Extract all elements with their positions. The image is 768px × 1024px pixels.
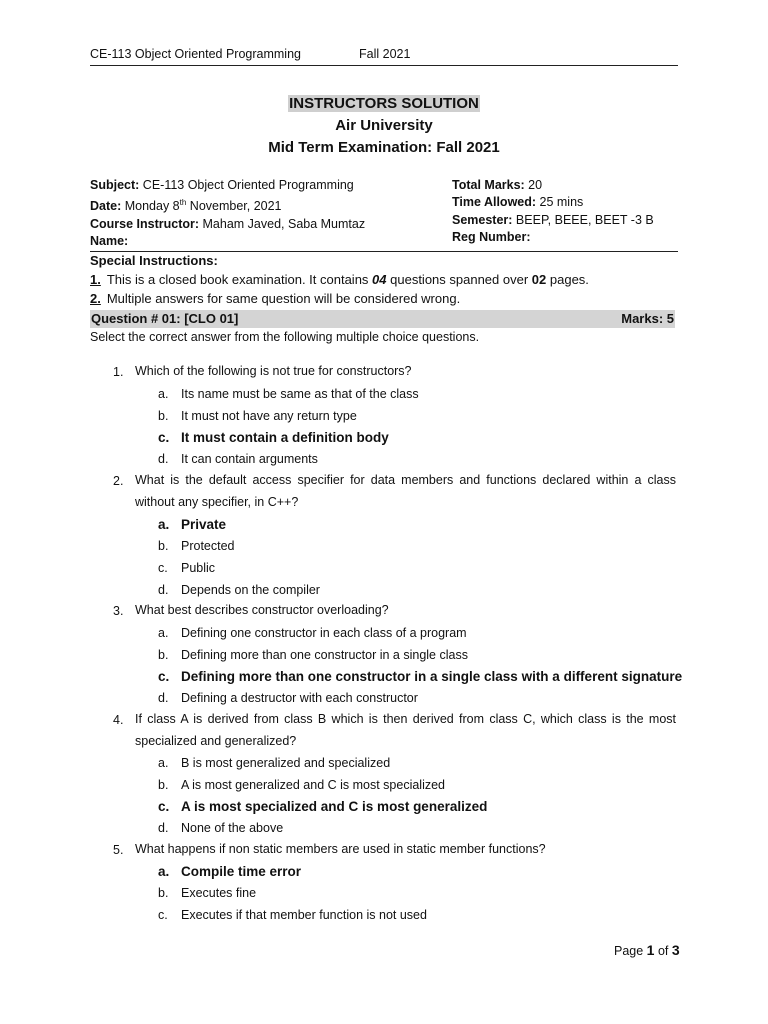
option-letter: c. [158, 561, 168, 575]
time-allowed-line: Time Allowed: 25 mins [452, 195, 584, 210]
option-text-correct: Private [181, 517, 227, 532]
option-letter: a. [158, 387, 169, 401]
question-text: What best describes constructor overloading? [135, 603, 389, 617]
subject-line: Subject: CE-113 Object Oriented Programming [90, 178, 354, 192]
reg-number-line: Reg Number: [452, 229, 531, 244]
option-letter: d. [158, 452, 169, 466]
info-right [452, 177, 654, 246]
option-text: Its name must be same as that of the class [181, 387, 419, 401]
option-letter: a. [158, 626, 169, 640]
option-letter: d. [158, 583, 169, 597]
question-header-bar [90, 310, 675, 328]
instruction-2: 2. Multiple answers for same question will be considered wrong. [90, 291, 461, 306]
question-num: 2. [113, 474, 124, 488]
question-text: Which of the following is not true for constructors? [135, 364, 412, 378]
option-text: Protected [181, 539, 235, 553]
option-letter: a. [158, 756, 169, 770]
header-course: CE-113 Object Oriented Programming [90, 47, 301, 61]
info-left [90, 177, 365, 250]
option-text: Executes if that member function is not used [181, 908, 427, 922]
option-text: Defining one constructor in each class of a program [181, 626, 467, 640]
question-intro: Select the correct answer from the following multiple choice questions. [90, 330, 480, 344]
option-text: Defining a destructor with each constructor [181, 691, 418, 705]
title-solution [90, 95, 678, 112]
option-text: Defining more than one constructor in a single class [181, 648, 468, 662]
instruction-1: 1. This is a closed book examination. It contains 04 questions spanned over 02 pages. [90, 272, 589, 287]
page-footer: Page 1 of 3 [614, 942, 680, 958]
title-exam: Mid Term Examination: Fall 2021 [268, 139, 500, 156]
option-letter: b. [158, 648, 169, 662]
option-letter-correct: c. [158, 430, 170, 445]
question-marks: Marks: 5 [621, 311, 674, 326]
page-number: 1 [646, 942, 655, 958]
option-letter: b. [158, 539, 169, 553]
name-line: Name: [90, 234, 129, 249]
option-text-correct: Defining more than one constructor in a single class with a different signature [181, 669, 683, 684]
option-letter-correct: a. [158, 517, 170, 532]
question-number: Question # 01: [CLO 01] [91, 311, 239, 326]
solution-highlight: INSTRUCTORS SOLUTION [289, 95, 479, 112]
header-rule [90, 65, 678, 66]
question-text: If class A is derived from class B which is then derived from class C, which class is the most specialized and generalized? [135, 712, 676, 748]
title-university: Air University [335, 117, 433, 134]
question-text: What is the default access specifier for data members and functions declared within a class without any specifier, in C++? [135, 473, 676, 509]
instructor-line: Course Instructor: Maham Javed, Saba Mumtaz [90, 216, 366, 231]
page-total: 3 [671, 942, 680, 958]
option-text: It can contain arguments [181, 452, 318, 466]
option-letter-correct: c. [158, 669, 170, 684]
option-text: B is most generalized and specialized [181, 756, 391, 770]
option-text-correct: It must contain a definition body [181, 430, 389, 445]
option-letter: b. [158, 778, 169, 792]
option-text: None of the above [181, 821, 284, 835]
question-num: 1. [113, 365, 124, 379]
option-text: Depends on the compiler [181, 583, 320, 597]
info-rule [90, 251, 678, 252]
option-letter-correct: c. [158, 799, 170, 814]
option-text: Public [181, 561, 216, 575]
special-instructions-title: Special Instructions: [90, 253, 218, 268]
option-text-correct: Compile time error [181, 864, 302, 879]
question-text: What happens if non static members are used in static member functions? [135, 842, 546, 856]
option-text: Executes fine [181, 886, 257, 900]
question-num: 4. [113, 713, 124, 727]
question-num: 5. [113, 843, 124, 857]
option-text-correct: A is most specialized and C is most generalized [181, 799, 488, 814]
option-letter: b. [158, 409, 169, 423]
header-term: Fall 2021 [359, 47, 411, 61]
option-letter: c. [158, 908, 168, 922]
option-letter-correct: a. [158, 864, 170, 879]
date-line: Date: Monday 8th November, 2021 [90, 198, 282, 214]
option-text: It must not have any return type [181, 409, 357, 423]
option-letter: d. [158, 691, 169, 705]
option-letter: d. [158, 821, 169, 835]
option-text: A is most generalized and C is most specialized [181, 778, 446, 792]
question-num: 3. [113, 604, 124, 618]
option-letter: b. [158, 886, 169, 900]
total-marks-line: Total Marks: 20 [452, 178, 543, 192]
semester-line: Semester: BEEP, BEEE, BEET -3 B [452, 212, 654, 227]
